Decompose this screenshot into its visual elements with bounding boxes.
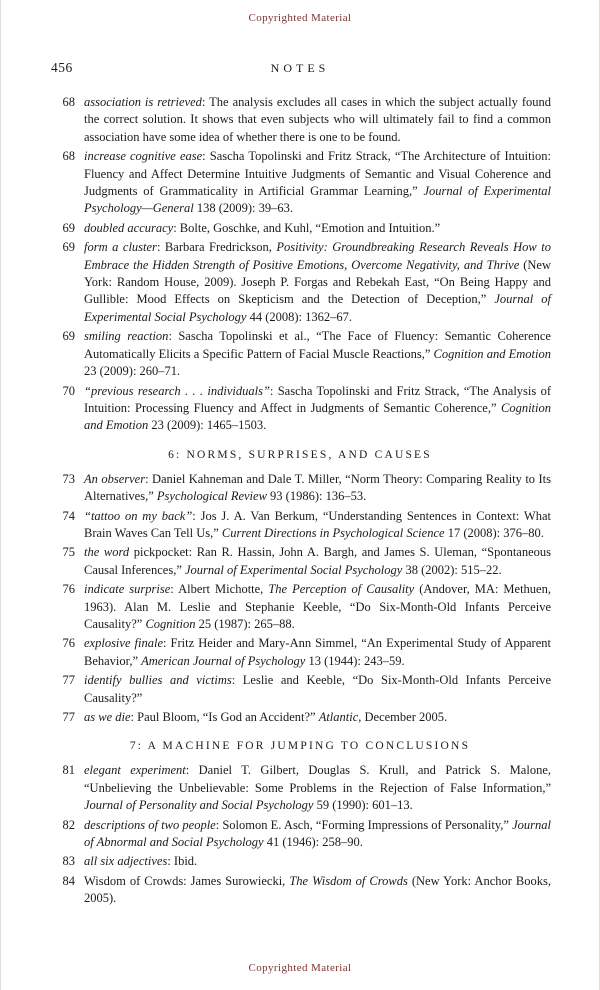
note-text-italic-segment: association is retrieved	[84, 95, 202, 109]
note-text-italic-segment: explosive finale	[84, 636, 164, 651]
note-text-segment: : Albert Michotte,	[170, 582, 269, 597]
note-item	[49, 239, 551, 326]
note-text-segment: pickpocket: Ran R. Hassin, John A. Bargh, and James S. Uleman, “Spontaneous Causal Inferences,”	[84, 545, 551, 577]
note-text-segment: : Ibid.	[167, 854, 198, 869]
note-number: 68	[62, 95, 75, 109]
note-text-segment: : Sascha Topolinski and Fritz Strack, “The Architecture of Intuition: Fluency and Affect Determine Intuitive Judgments of Semantic and Visual Coherence and Judgments of Grammaticality in Artificial Grammar Learning,”	[84, 149, 551, 199]
note-text	[84, 239, 551, 326]
note-text-segment: 59 (1990): 601–13.	[313, 798, 413, 813]
note-number: 75	[62, 545, 75, 560]
note-text-italic-segment: Journal of Personality and Social Psychology	[84, 798, 314, 813]
note-text	[84, 762, 551, 814]
note-text-segment: (Andover, MA: Methuen, 1963). Alan M. Leslie and Stephanie Keeble, “Do Six-Month-Old Infants Perceive Causality?”	[84, 582, 551, 631]
note-text	[84, 544, 551, 579]
note-text	[84, 220, 551, 237]
note-text-segment: : Paul Bloom, “Is God an Accident?”	[130, 710, 319, 724]
note-text-segment: 25 (1987): 265–88.	[195, 616, 295, 631]
note-number: 77	[62, 710, 75, 724]
page-number: 456	[51, 60, 73, 75]
note-text	[84, 853, 551, 870]
note-text-segment: : Solomon E. Asch, “Forming Impressions of Personality,”	[215, 817, 513, 832]
note-text-segment: : Daniel Kahneman and Dale T. Miller, “Norm Theory: Comparing Reality to Its Alternatives,”	[84, 471, 551, 504]
note-text-italic-segment: Journal of Experimental Social Psychology	[185, 562, 403, 577]
note-text-segment: : Daniel T. Gilbert, Douglas S. Krull, and Patrick S. Malone, “Unbelieving the Unbelievable: Some Problems in the Rejection of False Information,”	[84, 763, 551, 795]
note-text-italic-segment: Journal of Experimental Social Psychology	[84, 292, 551, 324]
note-text-italic-segment: Psychological Review	[156, 489, 267, 504]
note-text-italic-segment: Journal of Experimental Psychology—General	[84, 184, 551, 216]
note-text-segment: 93 (1986): 136–53.	[266, 489, 367, 504]
note-number: 69	[62, 220, 75, 235]
note-item	[49, 817, 551, 852]
note-text	[84, 328, 551, 380]
note-text-italic-segment: American Journal of Psychology	[141, 653, 306, 668]
note-text-italic-segment: Cognition and Emotion	[433, 346, 551, 361]
note-item	[49, 635, 551, 670]
note-text-italic-segment: doubled accuracy	[84, 220, 174, 235]
note-text-segment: 38 (2002): 515–22.	[402, 562, 502, 577]
note-item	[49, 709, 551, 726]
note-text-italic-segment: increase cognitive ease	[84, 149, 203, 164]
note-item	[49, 762, 551, 814]
note-text-segment: : Leslie and Keeble, “Do Six-Month-Old Infants Perceive Causality?”	[84, 673, 551, 705]
note-number: 69	[62, 240, 75, 255]
note-text-italic-segment: “tattoo on my back”	[84, 508, 193, 523]
notes-list	[49, 94, 551, 910]
note-text-italic-segment: elegant experiment	[84, 763, 186, 778]
note-number: 76	[62, 636, 75, 651]
note-text	[84, 148, 551, 218]
note-text-italic-segment: as we die	[84, 710, 131, 724]
note-text-segment: , December 2005.	[358, 710, 448, 724]
note-text-italic-segment: Positivity: Groundbreaking Research Reveals How to Embrace the Hidden Strength of Positive Emotions, Overcome Negativity, and Thrive	[84, 240, 551, 272]
note-text-segment: : Sascha Topolinski et al., “The Face of Fluency: Semantic Coherence Automatically Elicits a Specific Pattern of Facial Muscle Reactions,”	[84, 329, 551, 361]
note-item	[49, 581, 551, 633]
note-text-segment: 17 (2008): 376–80.	[444, 525, 544, 540]
note-number: 68	[62, 149, 75, 164]
note-item	[49, 508, 551, 543]
note-text-segment: 138 (2009): 39–63.	[193, 201, 294, 216]
note-number: 74	[62, 508, 75, 523]
note-item	[49, 544, 551, 579]
note-text-segment: : Fritz Heider and Mary-Ann Simmel, “An Experimental Study of Apparent Behavior,”	[84, 636, 551, 668]
note-item	[49, 328, 551, 380]
note-number: 70	[62, 383, 75, 398]
note-text-segment: 41 (1946): 258–90.	[263, 835, 363, 850]
running-head: NOTES	[270, 61, 330, 75]
note-text	[84, 508, 551, 543]
note-item	[49, 383, 551, 435]
note-text-segment: : Barbara Fredrickson,	[156, 240, 277, 255]
note-text-italic-segment: The Perception of Causality	[268, 582, 415, 597]
note-text-segment: (New York: Anchor Books, 2005).	[84, 873, 551, 906]
page-header	[49, 60, 551, 78]
note-text	[84, 94, 551, 146]
note-text-italic-segment: form a cluster	[84, 240, 157, 255]
note-text-italic-segment: indicate surprise	[84, 582, 171, 597]
note-text-segment: Wisdom of Crowds: James Surowiecki,	[84, 873, 290, 888]
note-text	[84, 471, 551, 506]
note-text-segment: 44 (2008): 1362–67.	[246, 309, 353, 324]
note-text	[84, 817, 551, 852]
note-text-italic-segment: Current Directions in Psychological Science	[221, 525, 445, 540]
note-text	[84, 635, 551, 670]
section-heading: 7: A MACHINE FOR JUMPING TO CONCLUSIONS	[129, 740, 471, 753]
note-item	[49, 220, 551, 237]
note-number: 73	[62, 471, 75, 486]
note-number: 83	[62, 854, 75, 869]
note-text-italic-segment: An observer	[84, 471, 146, 486]
note-item	[49, 94, 551, 146]
note-text-segment: : The analysis excludes all cases in which the subject actually found the correct solution. It shows that even subjects who will ultimately fail to find a common association have some idea of whether there is one to be found.	[84, 95, 552, 144]
note-text	[84, 383, 551, 435]
note-text-italic-segment: the word	[84, 545, 130, 560]
note-text	[84, 873, 551, 908]
note-text-segment: 23 (2009): 1465–1503.	[148, 418, 267, 433]
note-text-italic-segment: identify bullies and victims	[84, 673, 232, 688]
note-text-segment: (New York: Random House, 2009). Joseph P. Forgas and Rebekah East, “On Being Happy and Gullible: Mood Effects on Skepticism and the Detection of Deception,”	[84, 257, 552, 307]
note-number: 69	[62, 329, 75, 344]
note-text-segment: 23 (2009): 260–71.	[84, 364, 181, 379]
section-heading: 6: NORMS, SURPRISES, AND CAUSES	[168, 448, 432, 461]
note-text-segment: : Sascha Topolinski and Fritz Strack, “The Analysis of Intuition: Processing Fluency and Affect in Judgments of Semantic Coherence,”	[84, 383, 551, 415]
note-number: 77	[62, 673, 75, 688]
note-text-italic-segment: descriptions of two people	[84, 817, 216, 832]
note-number: 76	[62, 582, 75, 597]
note-text-italic-segment: Cognition and Emotion	[84, 400, 551, 433]
note-text-segment: 13 (1944): 243–59.	[305, 653, 405, 668]
note-text	[84, 709, 551, 726]
note-number: 82	[62, 817, 75, 832]
note-text	[84, 672, 551, 707]
note-text-italic-segment: all six adjectives	[84, 854, 168, 869]
note-item	[49, 148, 551, 218]
note-item	[49, 873, 551, 908]
note-text-italic-segment: Journal of Abnormal and Social Psychology	[84, 817, 551, 850]
note-text-italic-segment: Cognition	[145, 616, 196, 631]
copyright-notice-top: Copyrighted Material	[248, 12, 352, 24]
note-number: 81	[62, 763, 75, 778]
note-text-italic-segment: Atlantic	[318, 710, 359, 724]
note-text-italic-segment: “previous research . . . individuals”	[84, 383, 270, 398]
note-number: 84	[62, 873, 75, 888]
note-text-italic-segment: smiling reaction	[84, 329, 169, 344]
note-text	[84, 581, 551, 633]
note-text-italic-segment: The Wisdom of Crowds	[289, 873, 408, 888]
note-item	[49, 672, 551, 707]
copyright-notice-bottom: Copyrighted Material	[248, 962, 352, 974]
note-item	[49, 853, 551, 870]
note-item	[49, 471, 551, 506]
note-text-segment: : Jos J. A. Van Berkum, “Understanding Sentences in Context: What Brain Waves Can Tell Us,”	[84, 508, 551, 540]
note-text-segment: : Bolte, Goschke, and Kuhl, “Emotion and Intuition.”	[173, 220, 441, 235]
